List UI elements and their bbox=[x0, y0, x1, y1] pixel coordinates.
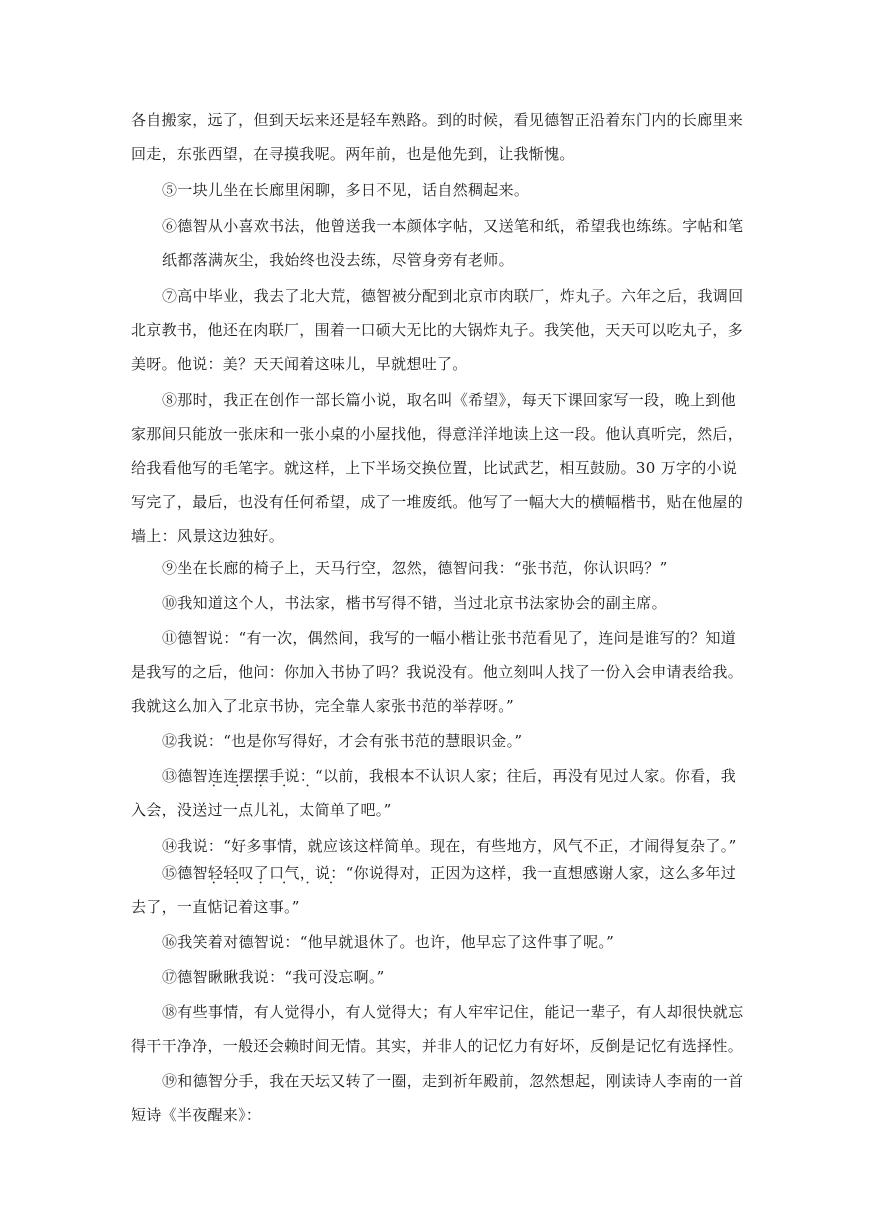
text-line: ⑱有些事情，有人觉得小，有人觉得大；有人牢牢记住，能记一辈子，有人却很快就忘 bbox=[162, 1003, 744, 1021]
paragraph-7 bbox=[131, 279, 772, 381]
text-line: ⑬德智连连摆摆手说：“以前，我根本不认识人家；往后，再没有见过人家。你看，我 bbox=[162, 767, 737, 785]
text-line: 是我写的之后，他问：你加入书协了吗？我说没有。他立刻叫人找了一份入会申请表给我。 bbox=[131, 663, 744, 681]
paragraph-continuation bbox=[131, 103, 744, 171]
text-line: 短诗《半夜醒来》： bbox=[131, 1106, 262, 1124]
text-line: 墙上：风景这边独好。 bbox=[131, 527, 285, 545]
text-line: 家那间只能放一张床和一张小桌的小屋找他，得意洋洋地读上这一段。他认真听完，然后， bbox=[131, 425, 744, 443]
paragraph-9 bbox=[131, 551, 772, 585]
text-line: 回走，东张西望，在寻摸我呢。两年前，也是他先到，让我惭愧。 bbox=[131, 145, 575, 163]
paragraph-12 bbox=[131, 724, 772, 758]
emphasis-dots-p15: • • • • • • bbox=[212, 880, 342, 887]
paragraph-17 bbox=[131, 960, 772, 994]
paragraph-16 bbox=[131, 925, 772, 959]
text-line: 写完了，最后，也没有任何希望，成了一堆废纸。他写了一幅大大的横幅楷书，贴在他屋的 bbox=[131, 493, 744, 511]
paragraph-5 bbox=[131, 173, 772, 207]
text-line: ⑯我笑着对德智说：“他早就退休了。也许，他早忘了这件事了呢。” bbox=[162, 933, 615, 951]
text-line: ⑪德智说：“有一次，偶然间，我写的一幅小楷让张书范看见了，连问是谁写的？知道 bbox=[162, 629, 737, 647]
text-line: ⑲和德智分手，我在天坛又转了一圈，走到祈年殿前，忽然想起，刚读诗人李南的一首 bbox=[162, 1072, 744, 1090]
text-line: ⑤一块儿坐在长廊里闲聊，多日不见，话自然稠起来。 bbox=[162, 181, 530, 199]
text-line: 纸都落满灰尘，我始终也没去练，尽管身旁有老师。 bbox=[162, 251, 514, 269]
paragraph-11 bbox=[131, 621, 772, 723]
paragraph-13 bbox=[131, 759, 772, 827]
text-line: 给我看他写的毛笔字。就这样，上下半场交换位置，比试武艺，相互鼓励。30 万字的小说 bbox=[131, 459, 738, 477]
paragraph-8 bbox=[131, 383, 772, 553]
text-line: ⑭我说：“好多事情，就应该这样简单。现在，有些地方，风气不正，才闹得复杂了。” bbox=[162, 837, 737, 855]
text-line: 美呀。他说：美？天天闻着这味儿，早就想吐了。 bbox=[131, 355, 468, 373]
text-line: ⑰德智瞅瞅我说：“我可没忘啊。” bbox=[162, 968, 385, 986]
text-line: ⑨坐在长廊的椅子上，天马行空，忽然，德智问我：“张书范，你认识吗？” bbox=[162, 559, 668, 577]
text-line: ⑩我知道这个人，书法家，楷书写得不错，当过北京书法家协会的副主席。 bbox=[162, 594, 667, 612]
text-line: ⑧那时，我正在创作一部长篇小说，取名叫《希望》，每天下课回家写一段，晚上到他 bbox=[162, 391, 736, 409]
paragraph-15 bbox=[131, 856, 772, 924]
text-line: ⑥德智从小喜欢书法，他曾送我一本颜体字帖，又送笔和纸，希望我也练练。字帖和笔 bbox=[162, 217, 744, 235]
text-line: ⑦高中毕业，我去了北大荒，德智被分配到北京市肉联厂，炸丸子。六年之后，我调回 bbox=[162, 287, 744, 305]
text-line: 得干干净净，一般还会赖时间无情。其实，并非人的记忆力有好坏，反倒是记忆有选择性。 bbox=[131, 1037, 744, 1055]
text-line: ⑮德智轻轻叹了口气，说：“你说得对，正因为这样，我一直想感谢人家，这么多年过 bbox=[162, 864, 737, 882]
paragraph-10 bbox=[131, 586, 772, 620]
text-line: 各自搬家，远了，但到天坛来还是轻车熟路。到的时候，看见德智正沿着东门内的长廊里来 bbox=[131, 111, 744, 129]
text-line: 北京教书，他还在肉联厂，围着一口硕大无比的大锅炸丸子。我笑他，天天可以吃丸子，多 bbox=[131, 321, 744, 339]
paragraph-19 bbox=[131, 1064, 772, 1132]
paragraph-6 bbox=[131, 209, 772, 277]
text-line: 去了，一直惦记着这事。” bbox=[131, 898, 300, 916]
emphasis-dots-p13: • • • • • bbox=[212, 783, 319, 790]
text-line: 入会，没送过一点儿礼，太简单了吧。” bbox=[131, 801, 392, 819]
text-line: ⑫我说：“也是你写得好，才会有张书范的慧眼识金。” bbox=[162, 732, 523, 750]
paragraph-18 bbox=[131, 995, 772, 1063]
text-line: 我就这么加入了北京书协，完全靠人家张书范的举荐呀。” bbox=[131, 697, 514, 715]
